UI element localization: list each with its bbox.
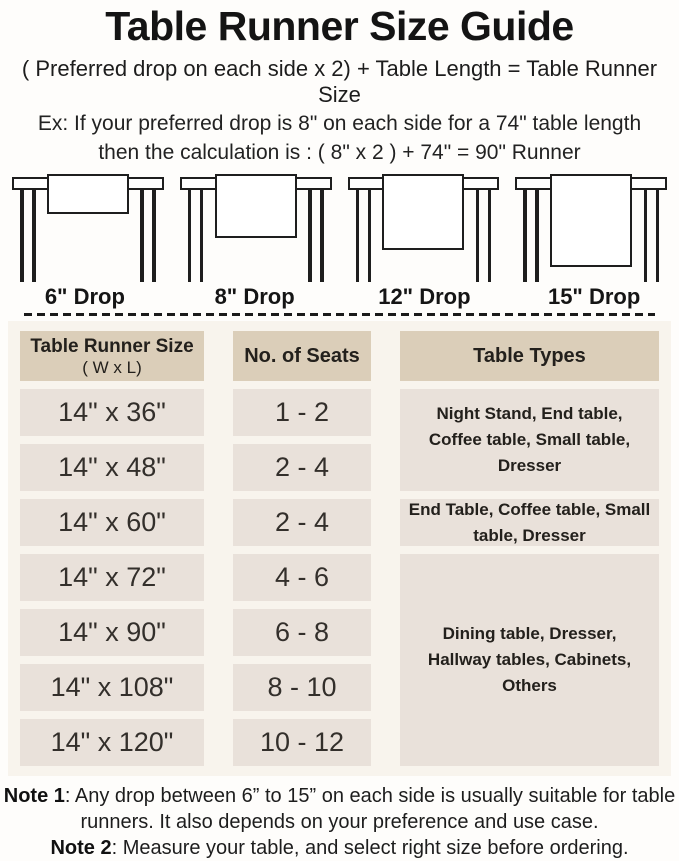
table-leg xyxy=(368,189,372,282)
seats-cell: 4 - 6 xyxy=(233,554,371,601)
header-table-types: Table Types xyxy=(400,331,659,381)
header-runner-size-sub: ( W x L) xyxy=(82,357,142,377)
table-leg xyxy=(356,189,360,282)
table-types-cell xyxy=(400,389,659,491)
runner-15-drop xyxy=(550,174,632,267)
size-cell: 14" x 60" xyxy=(20,499,204,546)
seats-cell: 2 - 4 xyxy=(233,444,371,491)
note-1-label: Note 1 xyxy=(3,785,65,807)
table-illustration-12-drop xyxy=(343,173,505,282)
drop-illustrations xyxy=(0,173,679,282)
size-table-section xyxy=(8,321,671,776)
runner-8-drop xyxy=(215,174,297,238)
table-leg xyxy=(140,189,144,282)
note-1-text: : Any drop between 6” to 15” on each side is usually suitable for table runners. It also depends on your preference and use case. xyxy=(64,785,676,833)
table-leg xyxy=(535,189,539,282)
table-leg xyxy=(200,189,204,282)
table-leg xyxy=(656,189,660,282)
table-leg xyxy=(152,189,156,282)
size-cell: 14" x 72" xyxy=(20,554,204,601)
example-line-2: then the calculation is : ( 8" x 2 ) + 74" = 90" Runner xyxy=(98,141,581,164)
size-cell: 14" x 36" xyxy=(20,389,204,436)
note-2-text: : Measure your table, and select right size before ordering. xyxy=(111,837,629,859)
size-cell: 14" x 120" xyxy=(20,719,204,766)
table-leg xyxy=(476,189,480,282)
formula-text: ( Preferred drop on each side x 2) + Table Length = Table Runner Size xyxy=(21,56,658,107)
seats-cell: 10 - 12 xyxy=(233,719,371,766)
size-cell: 14" x 90" xyxy=(20,609,204,656)
table-leg xyxy=(320,189,324,282)
header-runner-size xyxy=(20,331,204,381)
table-types-text: End Table, Coffee table, Small table, Dresser xyxy=(408,499,651,545)
note-1 xyxy=(2,783,677,835)
note-2 xyxy=(2,835,677,861)
note-2-label: Note 2 xyxy=(50,837,112,859)
table-types-cell xyxy=(400,499,659,546)
seats-cell: 2 - 4 xyxy=(233,499,371,546)
table-leg xyxy=(308,189,312,282)
dashed-divider xyxy=(24,313,655,316)
size-cell: 14" x 108" xyxy=(20,664,204,711)
table-leg xyxy=(188,189,192,282)
table-leg xyxy=(32,189,36,282)
seats-cell: 8 - 10 xyxy=(233,664,371,711)
table-illustration-6-drop xyxy=(7,173,169,282)
table-leg xyxy=(488,189,492,282)
table-leg xyxy=(523,189,527,282)
runner-6-drop xyxy=(47,174,129,214)
table-illustration-15-drop xyxy=(510,173,672,282)
page-title: Table Runner Size Guide xyxy=(105,3,574,49)
table-leg xyxy=(20,189,24,282)
table-leg xyxy=(644,189,648,282)
table-types-text: Dining table, Dresser, Hallway tables, Cabinets, Others xyxy=(427,624,632,695)
header-seats: No. of Seats xyxy=(233,331,371,381)
drop-label-6: 6" Drop xyxy=(44,284,125,309)
notes xyxy=(0,783,679,861)
drop-label-12: 12" Drop xyxy=(378,284,471,309)
example-line-1: Ex: If your preferred drop is 8" on each side for a 74" table length xyxy=(37,112,642,135)
drop-label-8: 8" Drop xyxy=(214,284,295,309)
drop-label-15: 15" Drop xyxy=(547,284,641,309)
header-runner-size-title: Table Runner Size xyxy=(30,335,194,357)
seats-cell: 1 - 2 xyxy=(233,389,371,436)
size-cell: 14" x 48" xyxy=(20,444,204,491)
drop-labels-row xyxy=(0,284,679,310)
table-types-cell xyxy=(400,554,659,766)
table-types-text: Night Stand, End table, Coffee table, Small table, Dresser xyxy=(428,404,631,475)
table-illustration-8-drop xyxy=(175,173,337,282)
size-table xyxy=(20,331,659,766)
runner-12-drop xyxy=(382,174,464,250)
seats-cell: 6 - 8 xyxy=(233,609,371,656)
